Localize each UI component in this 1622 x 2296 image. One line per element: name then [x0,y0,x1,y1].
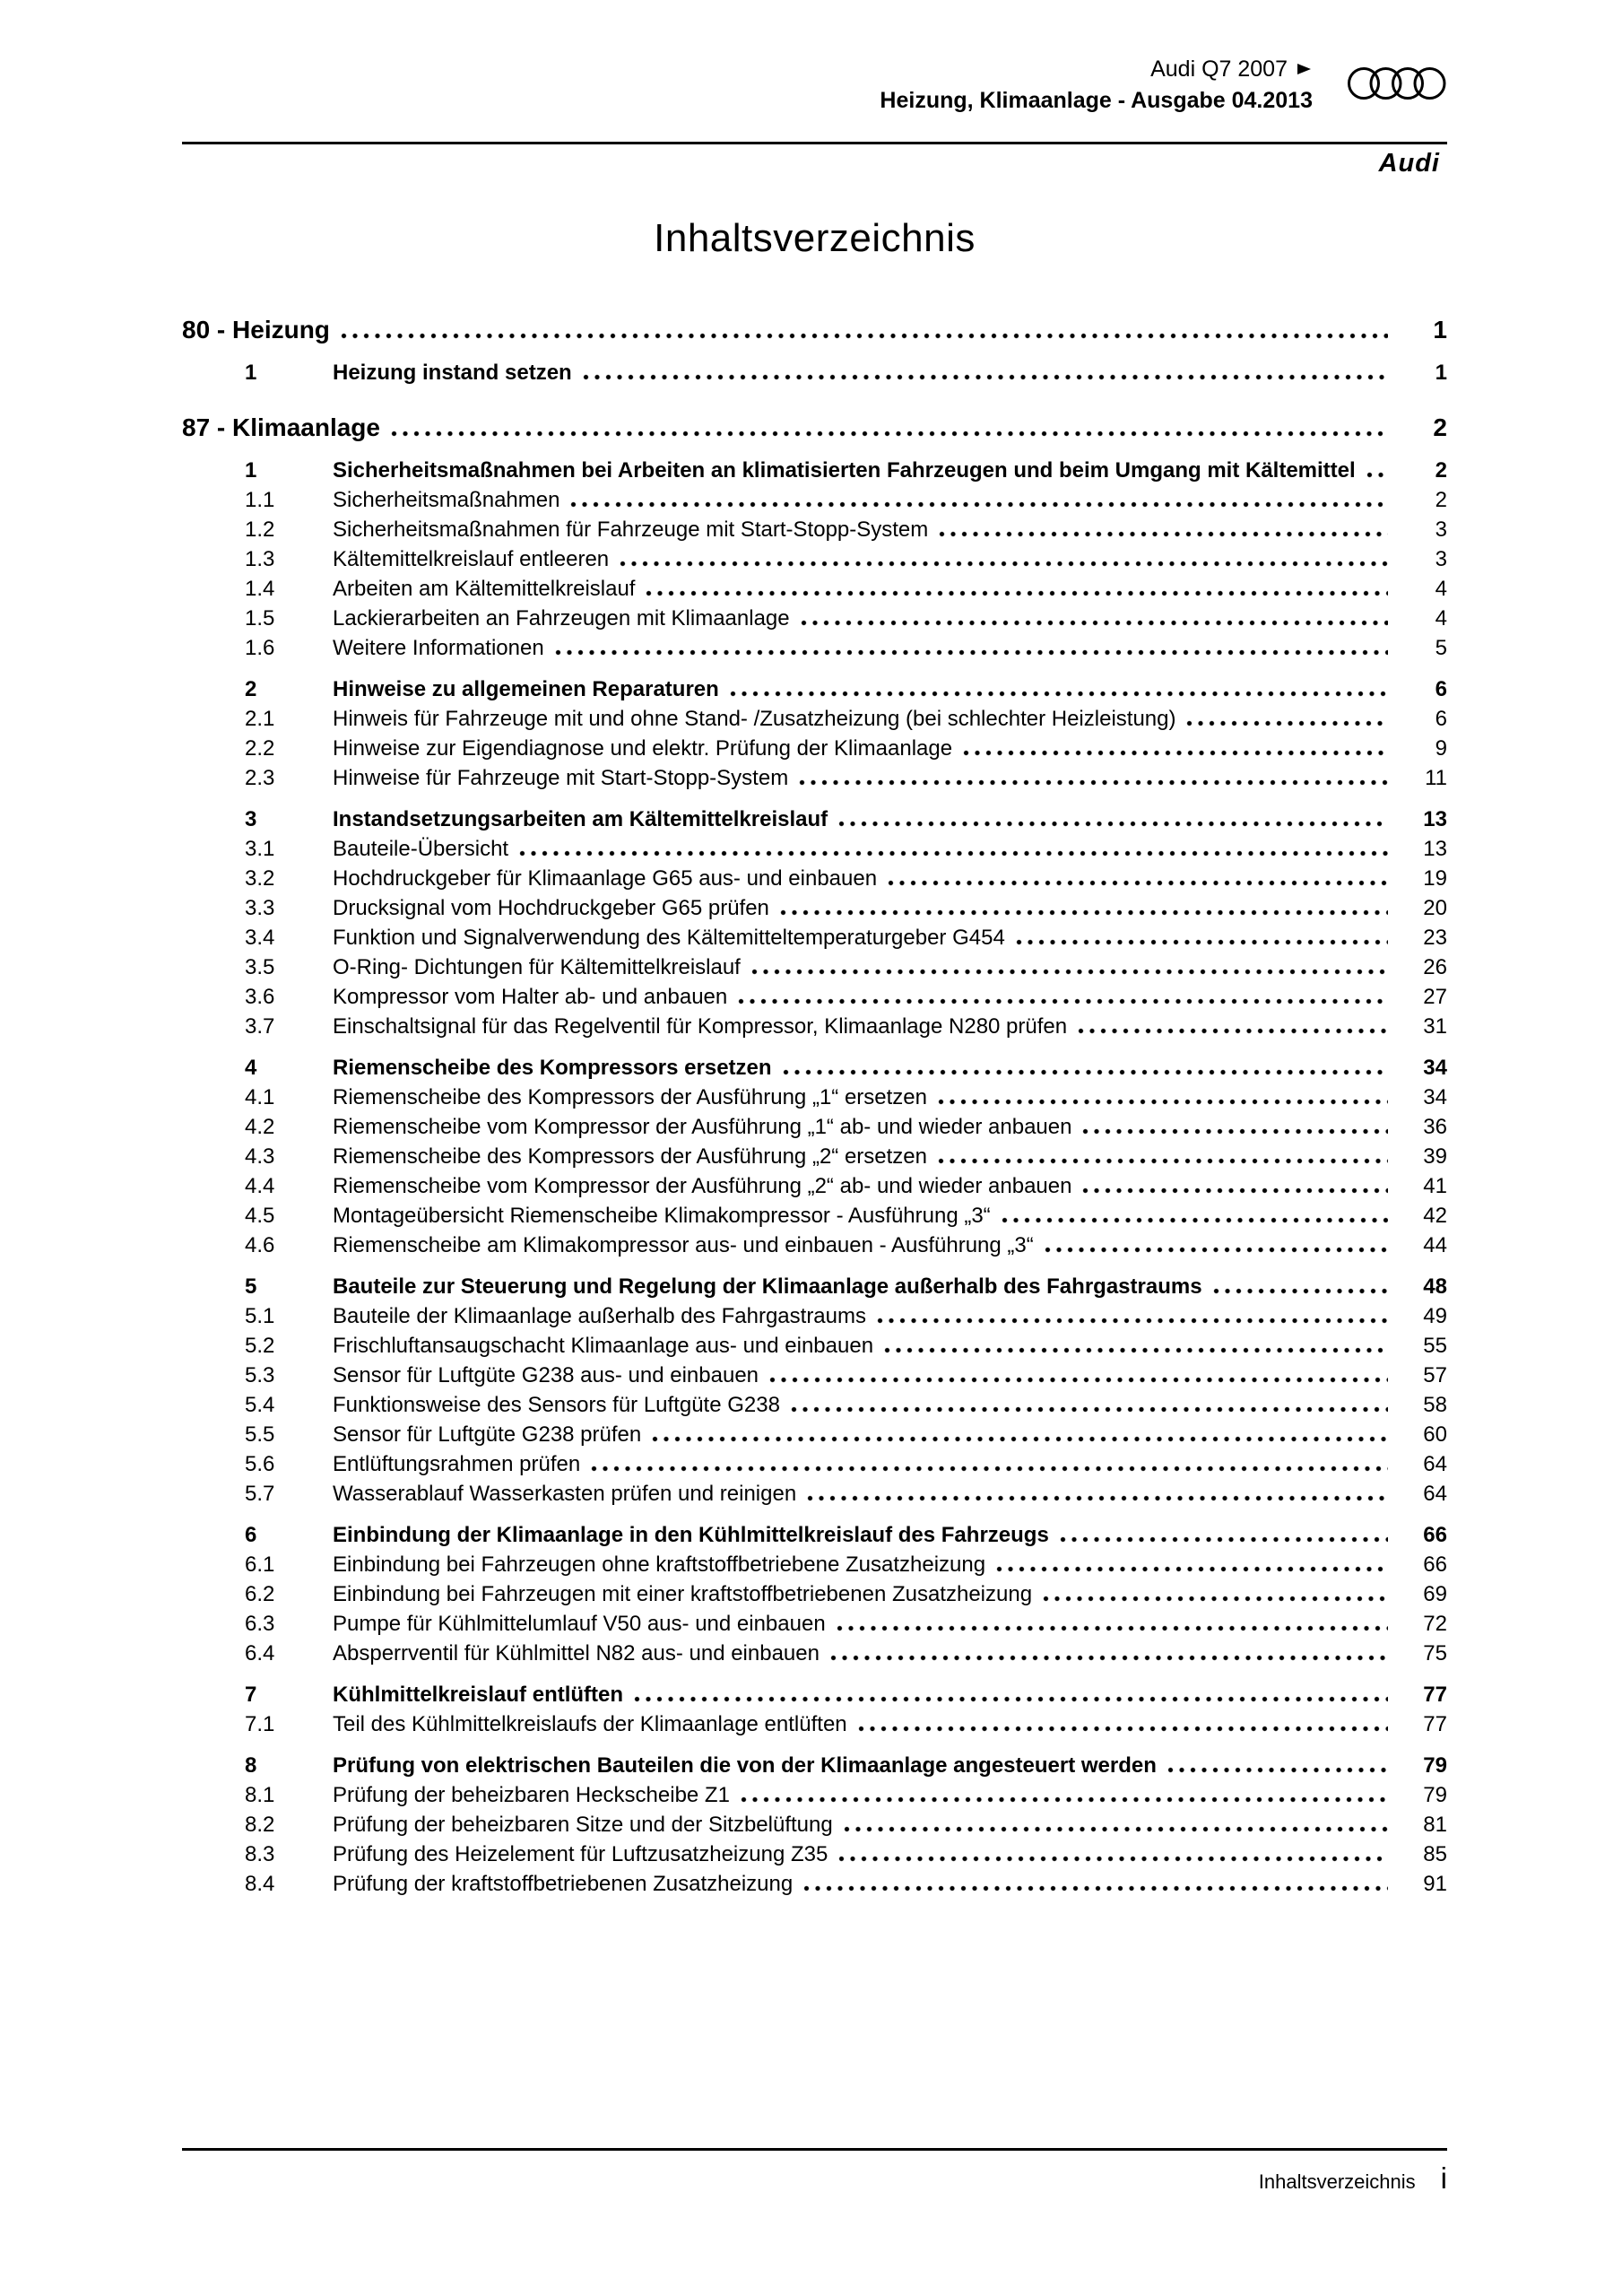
toc-entry-title: Riemenscheibe des Kompressors der Ausführung „1“ ersetzen [333,1085,927,1109]
toc-entry-title: Bauteile der Klimaanlage außerhalb des Fahrgastraums [333,1304,866,1328]
toc-entry-page: 2 [1435,488,1447,512]
dot-leader [1082,1187,1388,1195]
toc-entry-row [182,864,1447,893]
toc-entry-title: Sicherheitsmaßnahmen [333,488,560,512]
toc-entry-title: Funktion und Signalverwendung des Kältemitteltemperaturgeber G454 [333,926,1005,950]
toc-entry-page: 36 [1423,1115,1447,1139]
toc-entry-page: 19 [1423,866,1447,891]
toc-entry-page: 44 [1423,1233,1447,1257]
toc-entry-title: Weitere Informationen [333,636,544,660]
toc-entry-title: Kältemittelkreislauf entleeren [333,547,610,571]
dot-leader [838,1855,1388,1863]
toc-entry-row [182,1083,1447,1112]
toc-entry-page: 13 [1423,807,1447,831]
toc-entry-number: 2 [245,677,257,701]
dot-leader [1082,1127,1388,1135]
toc-entry-page: 57 [1423,1363,1447,1387]
toc-entry-number: 3.5 [245,955,275,979]
toc-entry-row [182,1331,1447,1361]
table-of-contents [182,313,1447,1899]
toc-entry-page: 27 [1423,985,1447,1009]
toc-entry-number: 4.6 [245,1233,275,1257]
toc-entry-title: Pumpe für Kühlmittelumlauf V50 aus- und einbauen [333,1612,826,1636]
toc-entry-number: 7 [245,1683,257,1707]
dot-leader [570,500,1388,509]
toc-entry-page: 77 [1423,1712,1447,1736]
dot-leader [1366,471,1388,479]
document-title-line: Heizung, Klimaanlage - Ausgabe 04.2013 [880,88,1313,113]
toc-entry-page: 60 [1423,1422,1447,1447]
toc-entry-row [182,1231,1447,1260]
toc-entry-page: 11 [1425,766,1447,790]
toc-entry-row [182,1869,1447,1899]
toc-entry-title: Riemenscheibe des Kompressors der Ausführung „2“ ersetzen [333,1144,927,1169]
toc-entry-number: 1.2 [245,517,275,542]
dot-leader [341,332,1388,340]
dot-leader [996,1565,1388,1573]
toc-entry-number: 3.1 [245,837,275,861]
toc-entry-row [182,1639,1447,1668]
toc-entry-number: 1.4 [245,577,275,601]
toc-entry-row [182,1709,1447,1739]
toc-entry-page: 58 [1423,1393,1447,1417]
page-title: Inhaltsverzeichnis [654,216,976,260]
dot-leader [583,373,1388,381]
toc-entry-number: 2.3 [245,766,275,790]
dot-leader [634,1695,1388,1703]
toc-entry-row [182,544,1447,574]
toc-entry-page: 2 [1433,413,1447,441]
dot-leader [1002,1216,1388,1224]
dot-leader [938,1157,1388,1165]
toc-entry-title: Frischluftansaugschacht Klimaanlage aus- und einbauen [333,1334,874,1358]
dot-leader [1167,1766,1388,1774]
toc-entry-row [182,1171,1447,1201]
toc-entry-page: 34 [1423,1056,1447,1080]
dot-leader [939,530,1388,538]
toc-entry-page: 79 [1423,1783,1447,1807]
toc-entry-title: Instandsetzungsarbeiten am Kältemittelkreislauf [333,807,828,831]
toc-entry-page: 5 [1435,636,1447,660]
toc-entry-number: 1.3 [245,547,275,571]
toc-entry-number: 3.2 [245,866,275,891]
toc-entry-row [182,1839,1447,1869]
toc-entry-number: 8.3 [245,1842,275,1866]
toc-entry-title: 80 - Heizung [182,316,330,344]
dot-leader [1186,719,1388,727]
toc-entry-page: 66 [1423,1552,1447,1577]
dot-leader [963,749,1388,757]
toc-entry-page: 3 [1435,547,1447,571]
toc-entry-row [182,574,1447,604]
toc-entry-title: Sensor für Luftgüte G238 prüfen [333,1422,642,1447]
toc-entry-title: Sicherheitsmaßnahmen bei Arbeiten an klimatisierten Fahrzeugen und beim Umgang mit Kältemittel [333,458,1356,483]
toc-entry-number: 4.1 [245,1085,275,1109]
dot-leader [884,1346,1388,1354]
toc-entry-page: 39 [1423,1144,1447,1169]
dot-leader [1060,1535,1388,1544]
toc-entry-title: Hinweise für Fahrzeuge mit Start-Stopp-System [333,766,789,790]
toc-entry-number: 3.3 [245,896,275,920]
toc-entry-page: 1 [1433,316,1447,344]
toc-entry-number: 1.5 [245,606,275,631]
dot-leader [1043,1595,1388,1603]
dot-leader [646,589,1388,597]
toc-entry-number: 8.1 [245,1783,275,1807]
toc-entry-number: 1 [245,458,257,483]
toc-entry-row [182,804,1447,834]
toc-entry-number: 6.4 [245,1641,275,1665]
toc-entry-row [182,1272,1447,1301]
toc-entry-page: 6 [1435,677,1447,701]
toc-entry-row [182,1012,1447,1041]
toc-entry-row [182,763,1447,793]
footer-label: Inhaltsverzeichnis [1258,2170,1416,2193]
dot-leader [555,648,1388,657]
toc-entry-page: 91 [1423,1872,1447,1896]
toc-entry-page: 55 [1423,1334,1447,1358]
toc-entry-title: Montageübersicht Riemenscheibe Klimakompressor - Ausführung „3“ [333,1204,991,1228]
toc-entry-page: 72 [1423,1612,1447,1636]
toc-entry-number: 5.4 [245,1393,275,1417]
toc-entry-title: Prüfung von elektrischen Bauteilen die von der Klimaanlage angesteuert werden [333,1753,1157,1778]
toc-entry-title: Prüfung der beheizbaren Sitze und der Sitzbelüftung [333,1813,833,1837]
toc-entry-row [182,604,1447,633]
toc-entry-row [182,893,1447,923]
toc-entry-number: 4.2 [245,1115,275,1139]
toc-entry-page: 13 [1423,837,1447,861]
toc-entry-title: Prüfung des Heizelement für Luftzusatzheizung Z35 [333,1842,828,1866]
toc-entry-title: Einschaltsignal für das Regelventil für Kompressor, Klimaanlage N280 prüfen [333,1014,1068,1039]
toc-entry-title: Hinweis für Fahrzeuge mit und ohne Stand- /Zusatzheizung (bei schlechter Heizleistung) [333,707,1176,731]
toc-entry-page: 2 [1435,458,1447,483]
toc-entry-row [182,1751,1447,1780]
toc-entry-row [182,1420,1447,1449]
toc-entry-page: 6 [1435,707,1447,731]
toc-entry-row [182,734,1447,763]
toc-entry-number: 6.2 [245,1582,275,1606]
dot-leader [858,1725,1388,1733]
dot-leader [751,968,1388,976]
toc-entry-title: Sicherheitsmaßnahmen für Fahrzeuge mit Start-Stopp-System [333,517,929,542]
toc-entry-row [182,485,1447,515]
toc-entry-row [182,1361,1447,1390]
toc-entry-page: 69 [1423,1582,1447,1606]
dot-leader [877,1317,1388,1325]
dot-leader [519,849,1388,857]
toc-entry-title: Absperrventil für Kühlmittel N82 aus- und einbauen [333,1641,820,1665]
toc-entry-number: 6.1 [245,1552,275,1577]
toc-entry-row [182,1609,1447,1639]
toc-entry-page: 42 [1423,1204,1447,1228]
dot-leader [391,430,1388,438]
toc-entry-number: 5 [245,1274,257,1299]
toc-entry-row [182,1142,1447,1171]
toc-entry-number: 8 [245,1753,257,1778]
dot-leader [1213,1287,1388,1295]
toc-entry-title: Einbindung bei Fahrzeugen ohne kraftstoffbetriebene Zusatzheizung [333,1552,986,1577]
toc-entry-title: Prüfung der kraftstoffbetriebenen Zusatzheizung [333,1872,794,1896]
toc-entry-title: Bauteile-Übersicht [333,837,509,861]
toc-entry-row [182,633,1447,663]
toc-entry-row [182,1680,1447,1709]
toc-entry-number: 4.4 [245,1174,275,1198]
toc-entry-page: 77 [1423,1683,1447,1707]
toc-entry-row [182,923,1447,952]
dot-leader [738,997,1388,1005]
toc-entry-title: O-Ring- Dichtungen für Kältemittelkreislauf [333,955,741,979]
audi-rings-icon [1347,59,1447,108]
toc-entry-title: Riemenscheibe vom Kompressor der Ausführung „2“ ab- und wieder anbauen [333,1174,1072,1198]
toc-entry-page: 66 [1423,1523,1447,1547]
toc-chapter-row [182,411,1447,444]
toc-entry-row [182,456,1447,485]
dot-leader [1078,1027,1388,1035]
audi-wordmark: Audi [1378,149,1440,178]
toc-entry-page: 64 [1423,1482,1447,1506]
dot-leader [838,820,1388,828]
dot-leader [1016,938,1388,946]
toc-entry-page: 64 [1423,1452,1447,1476]
toc-entry-row [182,1053,1447,1083]
toc-entry-row [182,704,1447,734]
toc-entry-page: 81 [1423,1813,1447,1837]
toc-entry-number: 3 [245,807,257,831]
toc-entry-page: 31 [1423,1014,1447,1039]
toc-entry-title: Riemenscheibe am Klimakompressor aus- und einbauen - Ausführung „3“ [333,1233,1034,1257]
toc-entry-number: 1.1 [245,488,275,512]
toc-entry-number: 5.7 [245,1482,275,1506]
toc-entry-row [182,1479,1447,1509]
toc-entry-page: 20 [1423,896,1447,920]
toc-entry-title: Hinweise zur Eigendiagnose und elektr. Prüfung der Klimaanlage [333,736,953,761]
toc-entry-page: 1 [1435,361,1447,385]
toc-entry-title: Bauteile zur Steuerung und Regelung der Klimaanlage außerhalb des Fahrgastraums [333,1274,1202,1299]
page-footer [182,2148,1447,2196]
dot-leader [620,560,1388,568]
dot-leader [888,879,1388,887]
toc-entry-row [182,952,1447,982]
toc-entry-number: 7.1 [245,1712,275,1736]
toc-entry-page: 23 [1423,926,1447,950]
dot-leader [741,1796,1388,1804]
toc-entry-row [182,982,1447,1012]
dot-leader [783,1068,1388,1076]
toc-entry-title: Einbindung der Klimaanlage in den Kühlmittelkreislauf des Fahrzeugs [333,1523,1049,1547]
dot-leader [801,619,1388,627]
toc-entry-number: 5.1 [245,1304,275,1328]
dot-leader [938,1098,1388,1106]
toc-entry-row [182,358,1447,387]
toc-entry-title: Entlüftungsrahmen prüfen [333,1452,581,1476]
toc-entry-page: 85 [1423,1842,1447,1866]
toc-entry-number: 3.6 [245,985,275,1009]
dot-leader [769,1376,1388,1384]
toc-entry-page: 4 [1435,577,1447,601]
dot-leader [799,778,1388,787]
toc-entry-number: 1.6 [245,636,275,660]
dot-leader [807,1494,1388,1502]
dot-leader [780,909,1388,917]
toc-entry-number: 8.4 [245,1872,275,1896]
toc-entry-row [182,1449,1447,1479]
toc-entry-page: 3 [1435,517,1447,542]
toc-entry-row [182,1810,1447,1839]
toc-entry-title: Riemenscheibe des Kompressors ersetzen [333,1056,772,1080]
toc-entry-title: Arbeiten am Kältemittelkreislauf [333,577,636,601]
toc-entry-title: Prüfung der beheizbaren Heckscheibe Z1 [333,1783,730,1807]
toc-entry-row [182,1390,1447,1420]
toc-entry-title: Heizung instand setzen [333,361,572,385]
toc-entry-number: 8.2 [245,1813,275,1837]
toc-entry-row [182,674,1447,704]
toc-entry-page: 75 [1423,1641,1447,1665]
toc-entry-page: 48 [1423,1274,1447,1299]
dot-leader [803,1884,1388,1892]
dot-leader [1045,1246,1388,1254]
toc-entry-number: 5.2 [245,1334,275,1358]
toc-entry-row [182,1780,1447,1810]
dot-leader [791,1405,1388,1413]
toc-entry-page: 79 [1423,1753,1447,1778]
toc-entry-number: 6.3 [245,1612,275,1636]
page-header [182,0,1447,178]
toc-entry-page: 34 [1423,1085,1447,1109]
toc-entry-number: 1 [245,361,257,385]
toc-entry-number: 6 [245,1523,257,1547]
toc-chapter-row [182,313,1447,346]
toc-entry-number: 3.4 [245,926,275,950]
dot-leader [837,1624,1388,1632]
toc-entry-title: Wasserablauf Wasserkasten prüfen und reinigen [333,1482,797,1506]
dot-leader [844,1825,1388,1833]
toc-entry-title: Einbindung bei Fahrzeugen mit einer kraftstoffbetriebenen Zusatzheizung [333,1582,1033,1606]
toc-entry-title: Hochdruckgeber für Klimaanlage G65 aus- und einbauen [333,866,878,891]
toc-entry-title: Lackierarbeiten an Fahrzeugen mit Klimaanlage [333,606,790,631]
toc-entry-number: 4 [245,1056,257,1080]
toc-entry-row [182,1520,1447,1550]
footer-page-number: i [1440,2161,1447,2195]
toc-entry-row [182,1112,1447,1142]
model-line [880,56,1313,83]
toc-entry-title: Riemenscheibe vom Kompressor der Ausführung „1“ ab- und wieder anbauen [333,1115,1072,1139]
toc-entry-page: 9 [1435,736,1447,761]
toc-entry-title: Drucksignal vom Hochdruckgeber G65 prüfen [333,896,769,920]
dot-leader [591,1465,1388,1473]
right-arrow-icon [1295,60,1313,78]
toc-entry-number: 5.5 [245,1422,275,1447]
header-text-block [880,56,1313,115]
toc-entry-row [182,1301,1447,1331]
toc-entry-page: 41 [1423,1174,1447,1198]
toc-entry-number: 2.1 [245,707,275,731]
toc-entry-title: Sensor für Luftgüte G238 aus- und einbauen [333,1363,759,1387]
toc-entry-title: Funktionsweise des Sensors für Luftgüte G238 [333,1393,780,1417]
toc-entry-page: 4 [1435,606,1447,631]
toc-entry-page: 49 [1423,1304,1447,1328]
toc-entry-row [182,1201,1447,1231]
toc-entry-page: 26 [1423,955,1447,979]
toc-entry-row [182,515,1447,544]
dot-leader [730,690,1388,698]
toc-entry-title: Teil des Kühlmittelkreislaufs der Klimaanlage entlüften [333,1712,847,1736]
toc-entry-number: 2.2 [245,736,275,761]
toc-entry-title: Hinweise zu allgemeinen Reparaturen [333,677,719,701]
toc-entry-title: 87 - Klimaanlage [182,413,380,441]
toc-entry-number: 4.5 [245,1204,275,1228]
toc-entry-title: Kompressor vom Halter ab- und anbauen [333,985,728,1009]
toc-entry-number: 4.3 [245,1144,275,1169]
dot-leader [652,1435,1388,1443]
toc-entry-number: 3.7 [245,1014,275,1039]
toc-entry-number: 5.6 [245,1452,275,1476]
dot-leader [830,1654,1388,1662]
toc-entry-row [182,1579,1447,1609]
audi-logo [1347,59,1447,112]
toc-entry-title: Kühlmittelkreislauf entlüften [333,1683,624,1707]
toc-entry-row [182,1550,1447,1579]
toc-entry-row [182,834,1447,864]
model-line-text: Audi Q7 2007 [1150,57,1288,82]
toc-entry-number: 5.3 [245,1363,275,1387]
